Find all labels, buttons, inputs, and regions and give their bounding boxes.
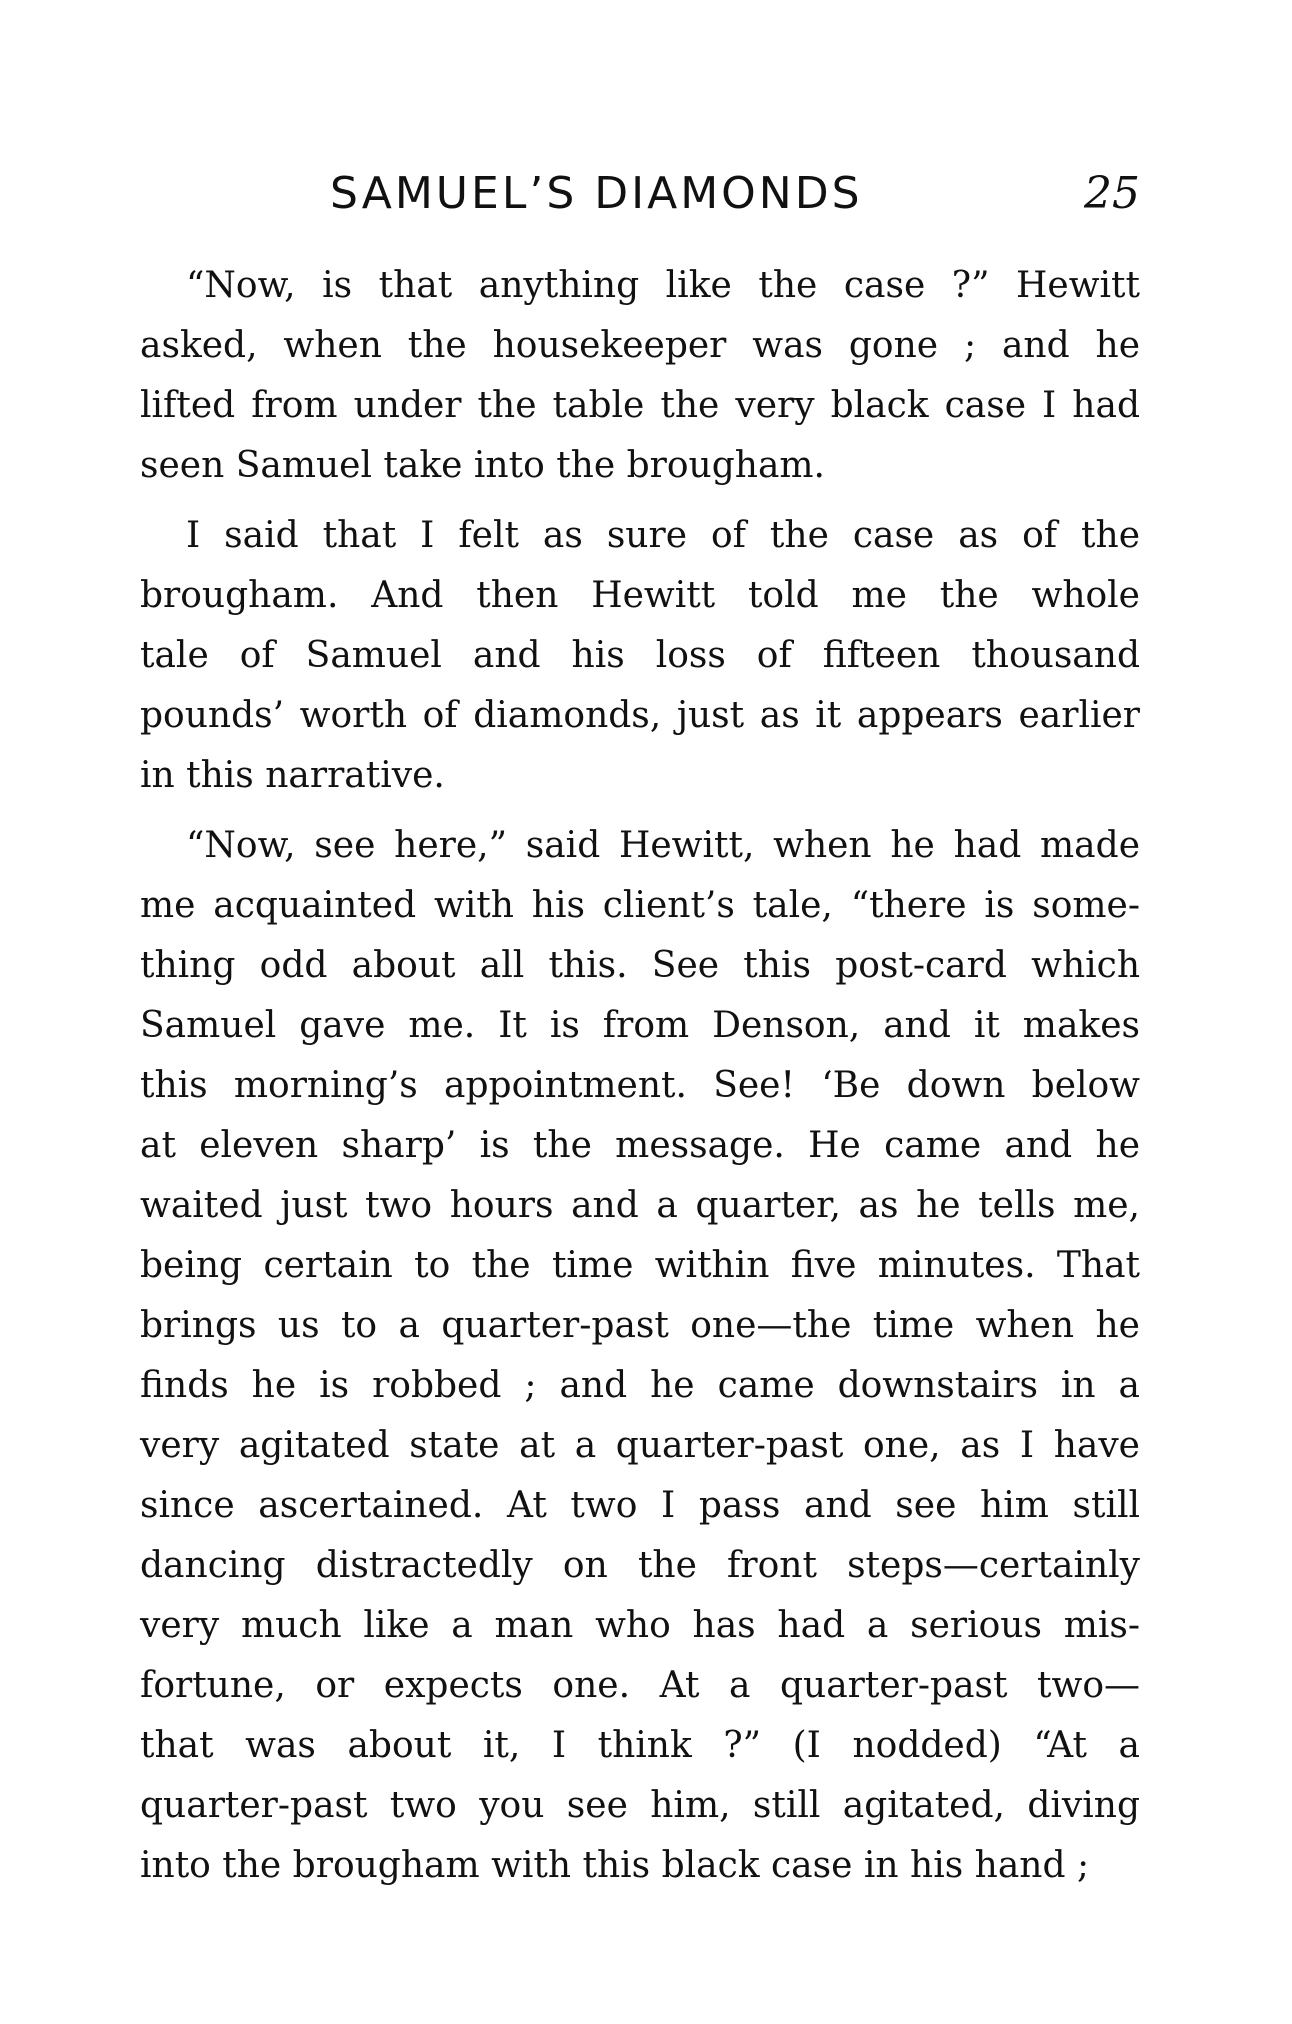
- text-line: in this narrative.: [140, 755, 445, 796]
- text-line: I said that I felt as sure of the case as of the: [186, 515, 1140, 556]
- text-line: finds he is robbed ; and he came downstairs in a: [140, 1365, 1140, 1406]
- text-line: at eleven sharp’ is the message. He came and he: [140, 1125, 1140, 1166]
- text-line: tale of Samuel and his loss of fifteen thousand: [140, 635, 1140, 676]
- text-line: fortune, or expects one. At a quarter-past two—: [140, 1665, 1140, 1706]
- text-line: this morning’s appointment. See! ‘Be down below: [140, 1065, 1140, 1106]
- text-line: waited just two hours and a quarter, as he tells me,: [140, 1185, 1140, 1226]
- paragraph: [140, 506, 1140, 806]
- text-line: “Now, see here,” said Hewitt, when he had made: [186, 825, 1140, 866]
- paragraph: [140, 256, 1140, 496]
- text-line: seen Samuel take into the brougham.: [140, 445, 825, 486]
- text-line: asked, when the housekeeper was gone ; and he: [140, 325, 1140, 366]
- running-title: SAMUEL’S DIAMONDS: [330, 168, 863, 219]
- text-line: brings us to a quarter-past one—the time when he: [140, 1305, 1140, 1346]
- text-line: me acquainted with his client’s tale, “there is some-: [140, 885, 1140, 926]
- text-line: into the brougham with this black case in his hand ;: [140, 1845, 1090, 1886]
- text-line: thing odd about all this. See this post-card which: [140, 945, 1140, 986]
- text-line: very agitated state at a quarter-past one, as I have: [140, 1425, 1140, 1466]
- text-line: being certain to the time within five minutes. That: [140, 1245, 1140, 1286]
- page-number: 25: [1084, 168, 1140, 219]
- text-line: quarter-past two you see him, still agitated, diving: [140, 1785, 1140, 1826]
- body-text: [140, 256, 1140, 1896]
- text-line: “Now, is that anything like the case ?” Hewitt: [186, 265, 1140, 306]
- text-line: since ascertained. At two I pass and see him still: [140, 1485, 1140, 1526]
- running-head: [140, 168, 1140, 228]
- text-line: pounds’ worth of diamonds, just as it appears earlier: [140, 695, 1140, 736]
- text-line: very much like a man who has had a serious mis-: [140, 1605, 1140, 1646]
- paragraph: [140, 816, 1140, 1896]
- text-line: lifted from under the table the very black case I had: [140, 385, 1140, 426]
- text-line: that was about it, I think ?” (I nodded) “At a: [140, 1725, 1140, 1766]
- text-line: brougham. And then Hewitt told me the whole: [140, 575, 1140, 616]
- text-line: Samuel gave me. It is from Denson, and it makes: [140, 1005, 1140, 1046]
- text-line: dancing distractedly on the front steps—certainly: [140, 1545, 1140, 1586]
